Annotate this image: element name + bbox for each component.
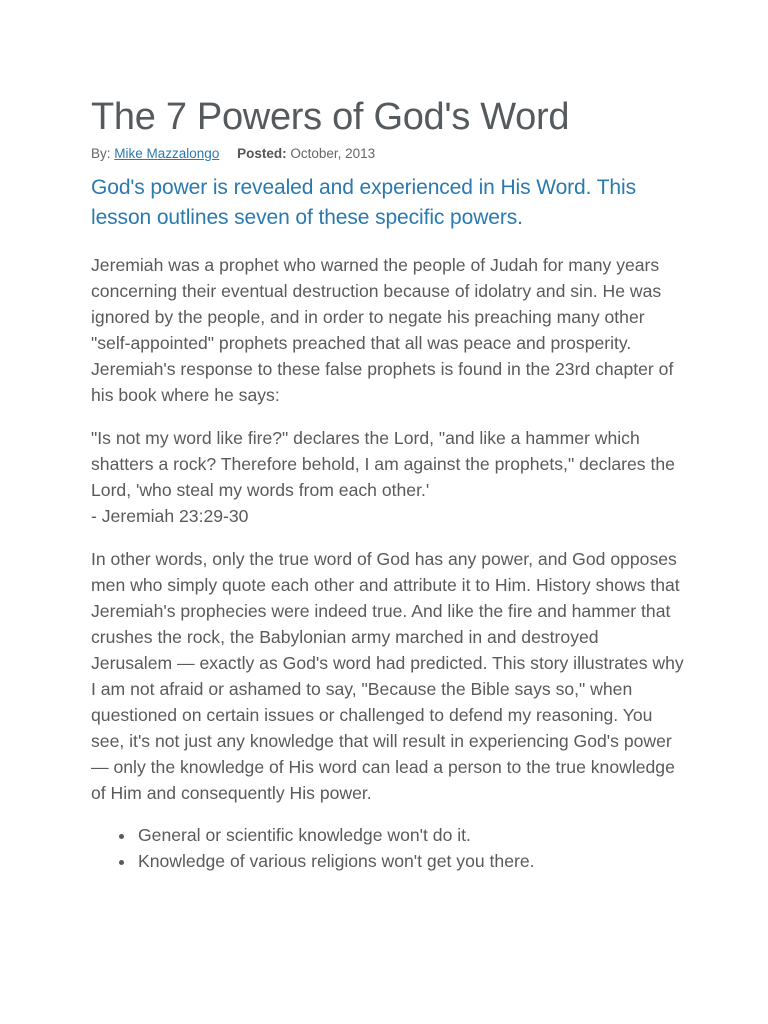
- paragraph-intro: Jeremiah was a prophet who warned the people of Judah for many years concerning their eventual destruction because of idolatry and sin. He was ignored by the people, and in order to negate his preaching many other "self-appointed" prophets preached that all was peace and prosperity. Jeremiah's response to these false prophets is found in the 23rd chapter of his book where he says:: [91, 255, 674, 405]
- posted-label: Posted:: [237, 146, 287, 161]
- posted-date: October, 2013: [290, 146, 376, 161]
- paragraph-explanation: In other words, only the true word of God has any power, and God opposes men who simply quote each other and attribute it to Him. History shows that Jeremiah's prophecies were indeed true. And like the fire and hammer that crushes the rock, the Babylonian army marched in and destroyed Jerusalem — exactly as God's word had predicted. This story illustrates why I am not afraid or ashamed to say, "Because the Bible says so," when questioned on certain issues or challenged to defend my reasoning. You see, it's not just any knowledge that will result in experiencing God's power — only the knowledge of His word can lead a person to the true knowledge of Him and consequently His power.: [91, 549, 684, 803]
- byline: [91, 145, 684, 163]
- by-label: By:: [91, 146, 111, 161]
- quote-reference: - Jeremiah 23:29-30: [91, 506, 249, 526]
- quote-text: "Is not my word like fire?" declares the Lord, "and like a hammer which shatters a rock? Therefore behold, I am against the prophets," declares the Lord, 'who steal my words from each other.': [91, 428, 675, 500]
- scripture-quote: [91, 425, 684, 529]
- bullet-list: [91, 822, 684, 874]
- article-subtitle: God's power is revealed and experienced in His Word. This lesson outlines seven of these specific powers.: [91, 176, 636, 229]
- article-title: The 7 Powers of God's Word: [91, 96, 570, 138]
- list-item: • Knowledge of various religions won't get you there.: [136, 848, 684, 874]
- list-item: • General or scientific knowledge won't do it.: [136, 822, 684, 848]
- author-link[interactable]: Mike Mazzalongo: [114, 146, 220, 161]
